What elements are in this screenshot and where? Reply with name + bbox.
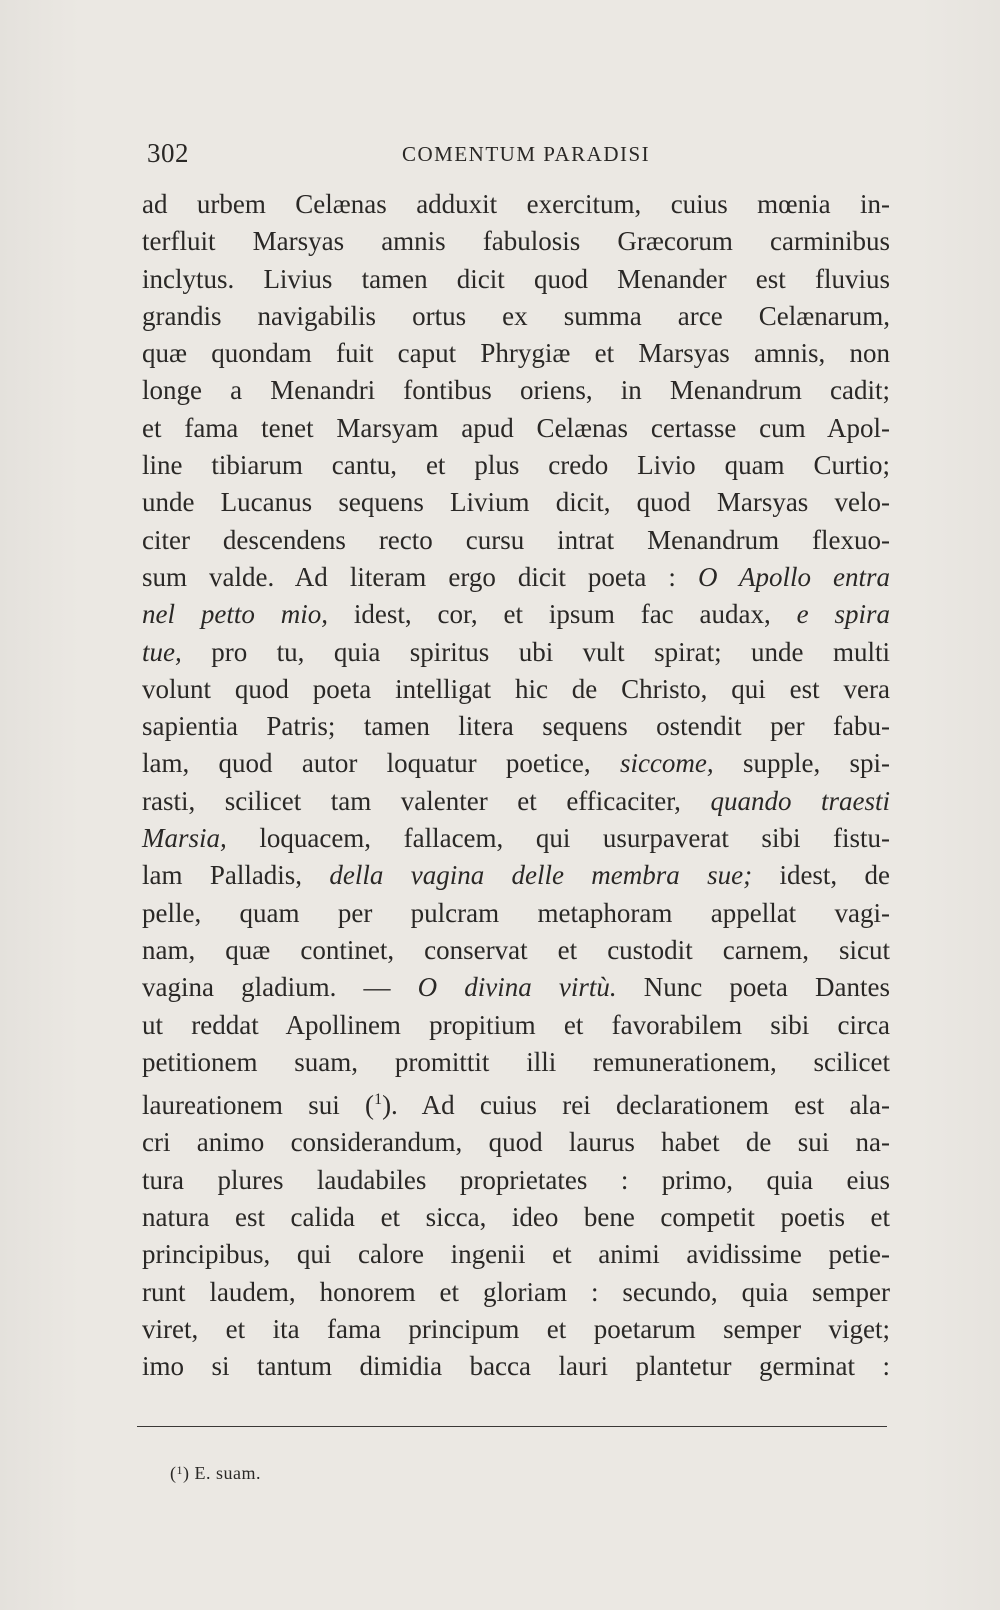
text-run: sum valde. Ad literam ergo dicit poeta : [142,561,676,592]
text-line: inclytus. Livius tamen dicit quod Menander est fluvius [142,263,890,294]
text-run: lam, quod autor loquatur poetice, [142,748,591,779]
text-line: quæ quondam fuit caput Phrygiæ et Marsyas amnis, non [142,338,890,369]
italic-quote: O divina virtù. [417,972,617,1003]
text-line: unde Lucanus sequens Livium dicit, quod Marsyas velo- [142,487,890,518]
text-line: et fama tenet Marsyam apud Celænas certasse cum Apol- [142,412,890,443]
text-line [142,596,890,633]
text-line: terfluit Marsyas amnis fabulosis Græcorum carminibus [142,226,890,257]
text-line: ad urbem Celænas adduxit exercitum, cuius mœnia in- [142,189,890,219]
text-run: rasti, scilicet tam valenter et efficaciter, [142,785,681,816]
text-line [142,559,890,596]
text-run: idest, cor, et ipsum fac audax, [353,599,771,630]
page-header [147,138,892,178]
text-line: grandis navigabilis ortus ex summa arce Celænarum, [142,300,890,331]
text-run: idest, de [779,860,890,891]
italic-quote: e spira [796,599,891,630]
text-line: viret, et ita fama principum et poetarum semper viget; [142,1313,890,1344]
text-line: longe a Menandri fontibus oriens, in Menandrum cadit; [142,375,890,406]
text-run: lam Palladis, [142,860,303,891]
italic-quote: quando traesti [710,785,890,816]
text-line [142,857,890,894]
text-line: nam, quæ continet, conservat et custodit carnem, sicut [142,934,890,965]
text-run: supple, spi- [742,748,891,779]
footnote-ref[interactable]: 1 [374,1091,383,1109]
footnote-marker: 1 [176,1463,183,1477]
text-line: sapientia Patris; tamen litera sequens ostendit per fabu- [142,711,890,742]
footnote-divider [137,1426,887,1427]
text-run: vagina gladium. — [142,972,391,1003]
text-line: cri animo considerandum, quod laurus habet de sui na- [142,1127,890,1158]
text-line: citer descendens recto cursu intrat Menandrum flexuo- [142,524,890,555]
footnote-text: E. suam. [189,1463,261,1483]
text-line: ut reddat Apollinem propitium et favorabilem sibi circa [142,1009,890,1040]
text-line: pelle, quam per pulcram metaphoram appellat vagi- [142,897,890,928]
text-line: natura est calida et sicca, ideo bene competit poetis et [142,1202,890,1233]
text-line: runt laudem, honorem et gloriam : secundo, quia semper [142,1276,890,1307]
text-line: petitionem suam, promittit illi remunerationem, scilicet [142,1046,890,1077]
italic-quote: nel petto mio, [142,599,328,630]
text-line [142,969,890,1006]
text-line [142,1081,890,1124]
page-number: 302 [147,138,189,168]
running-title: COMENTUM PARADISI [402,142,651,166]
text-run: Nunc poeta Dantes [643,972,891,1003]
text-line [142,634,890,671]
text-line [142,820,890,857]
footnote-marker-open: ( [170,1463,177,1483]
italic-quote: Marsia, [142,823,227,854]
italic-quote: della vagina delle membra sue; [329,860,753,891]
footnote [170,1463,261,1484]
footnote-marker-close: ) [183,1463,190,1483]
body-text [142,186,890,1386]
italic-quote: O Apollo entra [697,561,891,592]
text-run: laureationem sui ( [142,1090,375,1121]
text-line: principibus, qui calore ingenii et animi avidissime petie- [142,1239,890,1270]
text-line: tura plures laudabiles proprietates : primo, quia eius [142,1164,890,1195]
text-line: imo si tantum dimidia bacca lauri plantetur germinat : [142,1351,890,1382]
text-line: volunt quod poeta intelligat hic de Christo, qui est vera [142,673,890,704]
italic-quote: tue, [142,636,182,667]
text-run: pro tu, quia spiritus ubi vult spirat; unde multi [211,636,890,667]
text-run: ). Ad cuius rei declarationem est ala- [382,1090,891,1121]
text-run: loquacem, fallacem, qui usurpaverat sibi fistu- [259,823,891,854]
text-line [142,745,890,782]
text-line [142,783,890,820]
italic-quote: siccome, [619,748,714,779]
text-line: line tibiarum cantu, et plus credo Livio quam Curtio; [142,450,890,481]
